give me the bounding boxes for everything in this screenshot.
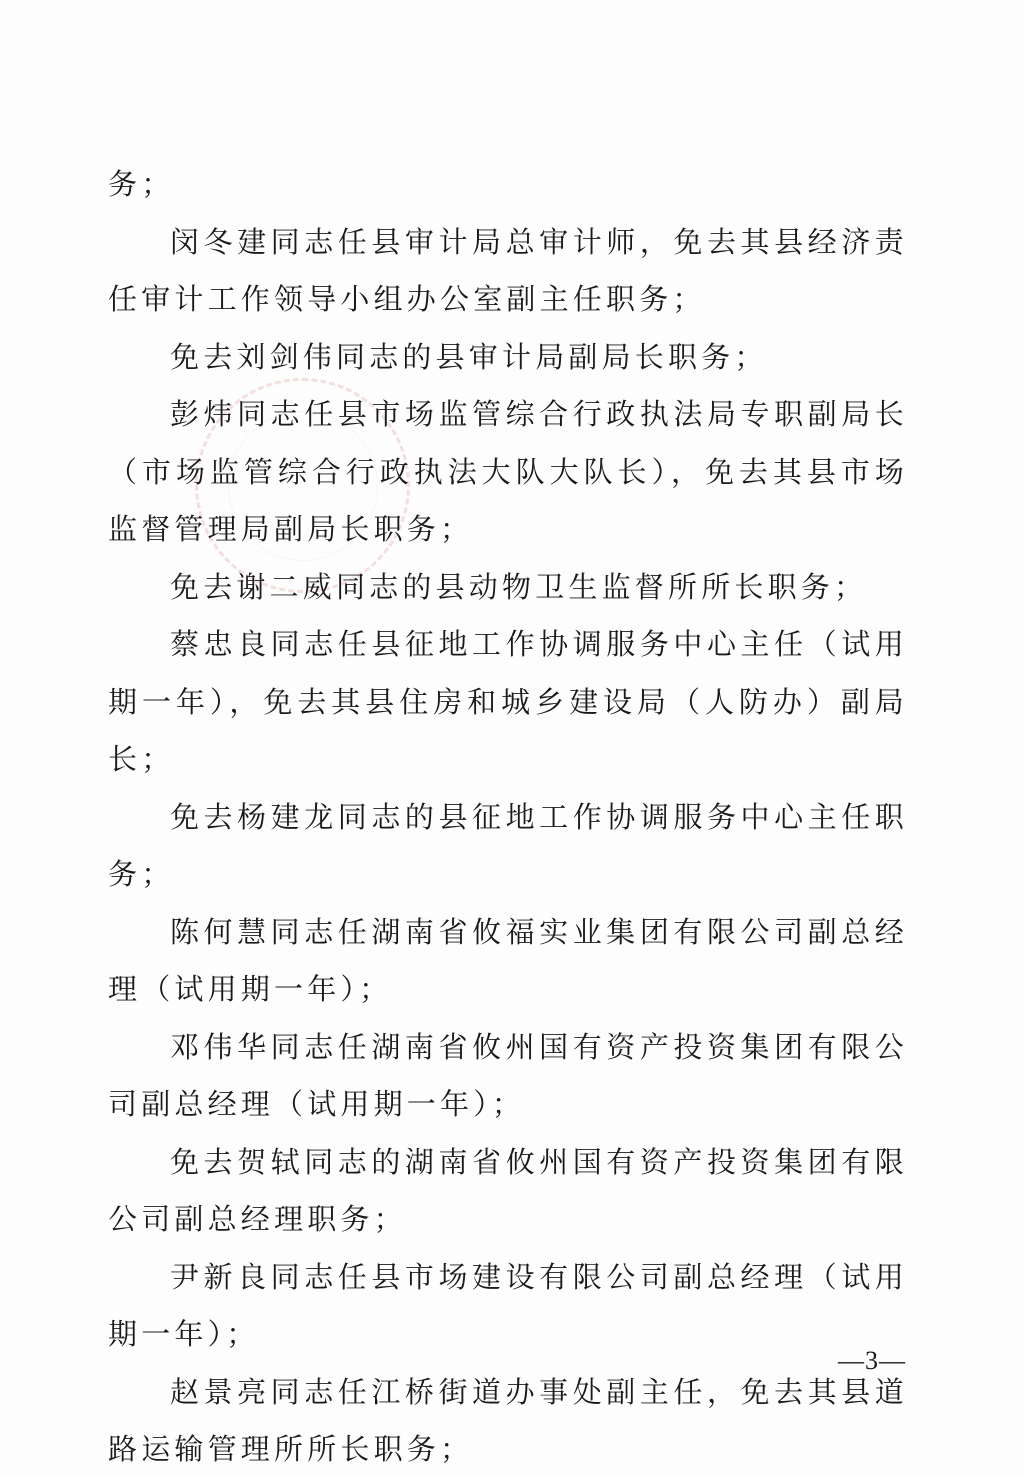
paragraph-appointment: 彭炜同志任县市场监管综合行政执法局专职副局长（市场监管综合行政执法大队大队长），免去其县市场监督管理局副局长职务； [108, 397, 908, 546]
paragraph-removal: 免去贺轼同志的湖南省攸州国有资产投资集团有限公司副总经理职务； [108, 1144, 908, 1236]
paragraph-removal: 免去谢二威同志的县动物卫生监督所所长职务； [170, 569, 868, 604]
paragraph-appointment: 尹新良同志任县市场建设有限公司副总经理（试用期一年）； [108, 1259, 908, 1351]
paragraph-appointment: 陈何慧同志任湖南省攸福实业集团有限公司副总经理（试用期一年）； [108, 914, 908, 1006]
document-body [108, 156, 908, 1479]
paragraph-appointment: 蔡忠良同志任县征地工作协调服务中心主任（试用期一年），免去其县住房和城乡建设局（人防办）副局长； [108, 627, 908, 776]
paragraph-removal: 免去杨建龙同志的县征地工作协调服务中心主任职务； [108, 799, 908, 891]
paragraph-continuation: 务； [108, 167, 175, 201]
paragraph-appointment: 闵冬建同志任县审计局总审计师，免去其县经济责任审计工作领导小组办公室副主任职务； [108, 224, 908, 316]
paragraph-appointment: 邓伟华同志任湖南省攸州国有资产投资集团有限公司副总经理（试用期一年）； [108, 1029, 908, 1121]
paragraph-removal: 免去刘剑伟同志的县审计局副局长职务； [170, 339, 768, 374]
paragraph-appointment: 赵景亮同志任江桥街道办事处副主任，免去其县道路运输管理所所长职务； [108, 1374, 908, 1466]
page-number: —3— [838, 1346, 906, 1375]
